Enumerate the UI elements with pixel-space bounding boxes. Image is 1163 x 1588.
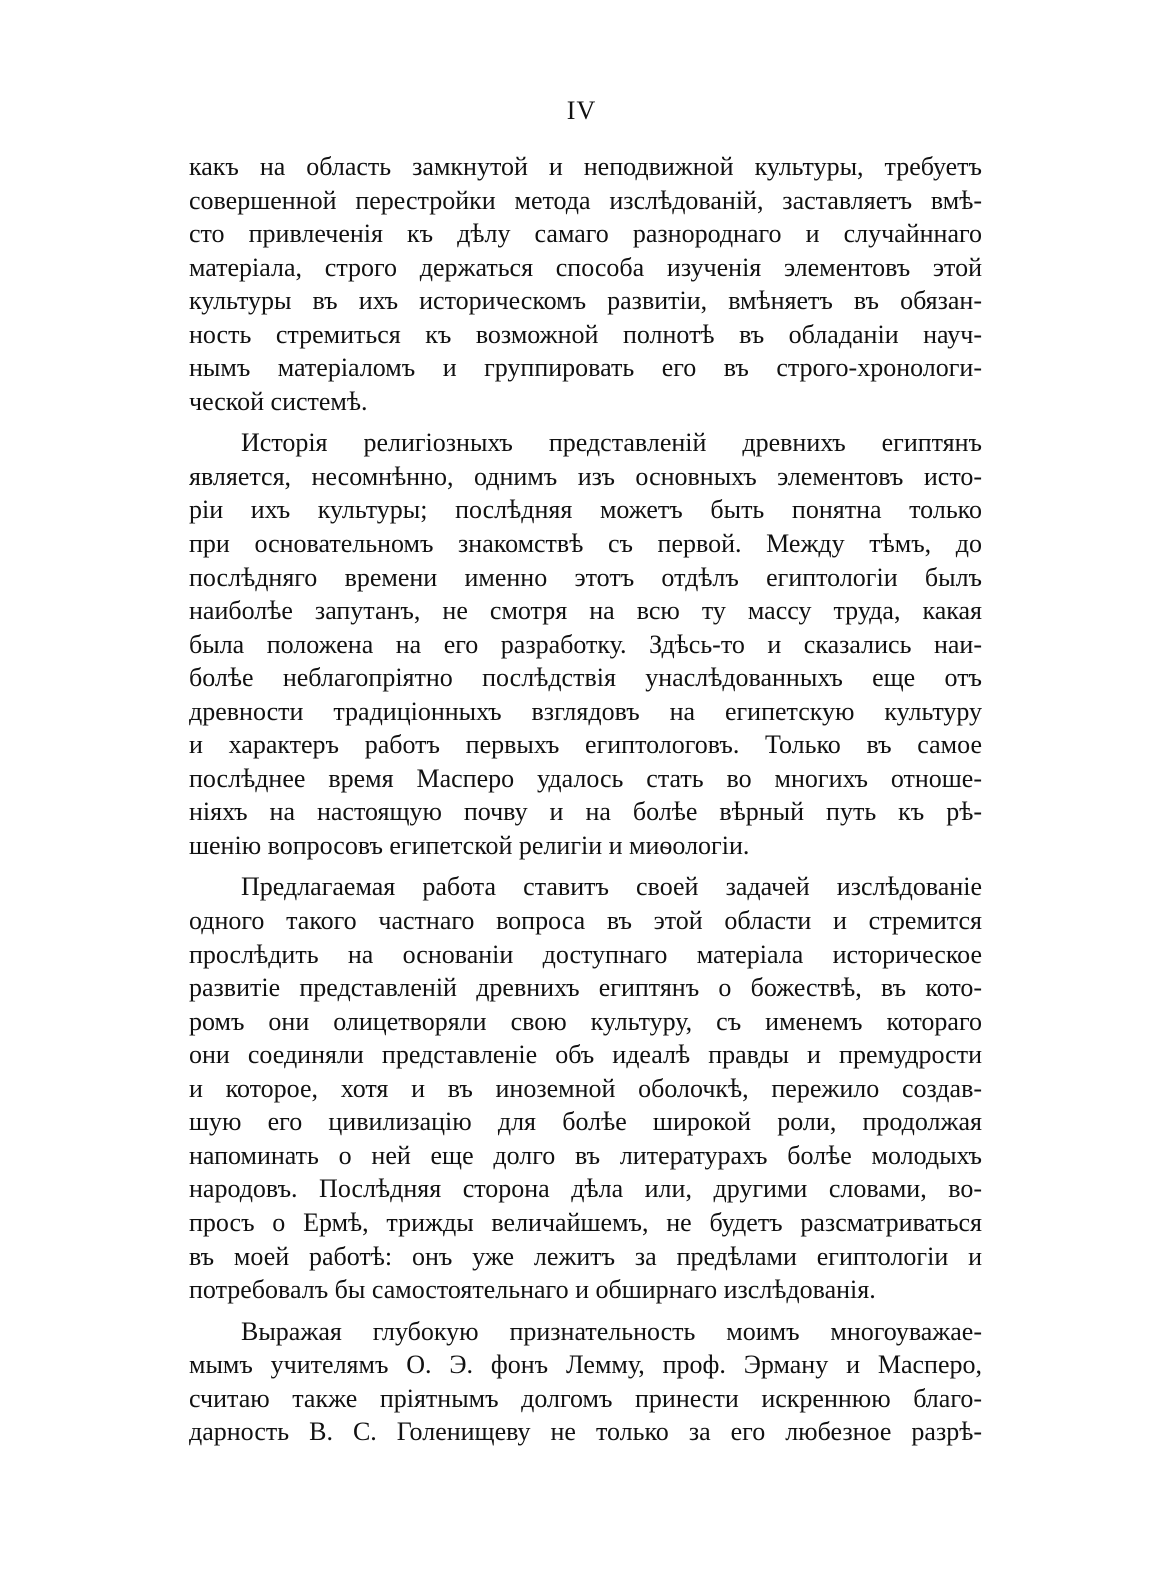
text-line: считаю также пріятнымъ долгомъ принести искреннюю благо-	[189, 1383, 982, 1413]
text-line: Предлагаемая работа ставитъ своей задачей изслѣдованіе	[241, 872, 982, 902]
text-line: ріи ихъ культуры; послѣдняя можетъ быть понятна только	[189, 495, 982, 525]
text-line: является, несомнѣнно, однимъ изъ основныхъ элементовъ исто-	[189, 461, 982, 491]
text-line: какъ на область замкнутой и неподвижной культуры, требуетъ	[189, 152, 982, 181]
text-line: наиболѣе запутанъ, не смотря на всю ту массу труда, какая	[189, 596, 982, 626]
text-line: культуры въ ихъ историческомъ развитіи, вмѣняетъ въ обязан-	[189, 286, 982, 316]
text-line: нымъ матеріаломъ и группировать его въ строго-хронологи-	[189, 353, 982, 383]
text-line: и характеръ работъ первыхъ египтологовъ. Только въ самое	[189, 730, 982, 760]
page-number: IV	[566, 96, 597, 125]
text-line: шенію вопросовъ египетской религіи и миѳологіи.	[189, 830, 750, 860]
text-line: ческой системѣ.	[189, 386, 368, 416]
text-line: въ моей работѣ: онъ уже лежитъ за предѣлами египтологіи и	[189, 1241, 982, 1271]
paragraph-4	[189, 1315, 982, 1449]
text-line: послѣднее время Масперо удалось стать во многихъ отноше-	[189, 763, 982, 793]
text-line: народовъ. Послѣдняя сторона дѣла или, другими словами, во-	[189, 1174, 982, 1204]
text-line: ромъ они олицетворяли свою культуру, съ именемъ котораго	[189, 1006, 982, 1036]
text-line: просъ о Ермѣ, трижды величайшемъ, не будетъ разсматриваться	[189, 1207, 982, 1237]
paragraph-1	[189, 150, 982, 418]
text-line: Выражая глубокую признательность моимъ многоуважае-	[241, 1316, 982, 1346]
text-line: совершенной перестройки метода изслѣдованій, заставляетъ вмѣ-	[189, 185, 982, 215]
text-line: ніяхъ на настоящую почву и на болѣе вѣрный путь къ рѣ-	[189, 797, 982, 827]
text-line: напоминать о ней еще долго въ литературахъ болѣе молодыхъ	[189, 1140, 982, 1170]
body-text	[189, 150, 982, 1449]
text-line: потребовалъ бы самостоятельнаго и обширнаго изслѣдованія.	[189, 1275, 876, 1305]
text-line: мымъ учителямъ О. Э. фонъ Лемму, проф. Эрману и Масперо,	[189, 1350, 982, 1380]
text-line: ность стремиться къ возможной полнотѣ въ обладаніи науч-	[189, 319, 982, 349]
text-line: матеріала, строго держаться способа изученія элементовъ этой	[189, 252, 982, 282]
text-line: Исторія религіозныхъ представленій древнихъ египтянъ	[241, 428, 982, 458]
text-line: послѣдняго времени именно этотъ отдѣлъ египтологіи былъ	[189, 562, 982, 592]
text-line: они соединяли представленіе объ идеалѣ правды и премудрости	[189, 1040, 982, 1070]
text-line: была положена на его разработку. Здѣсь-то и сказались наи-	[189, 629, 982, 659]
text-line: развитіе представленій древнихъ египтянъ о божествѣ, въ кото-	[189, 973, 982, 1003]
text-line: сто привлеченія къ дѣлу самаго разнороднаго и случайннаго	[189, 219, 982, 249]
text-line: одного такого частнаго вопроса въ этой области и стремится	[189, 906, 982, 936]
text-line: древности традиціонныхъ взглядовъ на египетскую культуру	[189, 696, 982, 726]
text-line: дарность В. С. Голенищеву не только за его любезное разрѣ-	[189, 1417, 982, 1447]
text-line: болѣе неблагопріятно послѣдствія унаслѣдованныхъ еще отъ	[189, 663, 982, 693]
text-line: прослѣдить на основаніи доступнаго матеріала историческое	[189, 939, 982, 969]
text-line: при основательномъ знакомствѣ съ первой. Между тѣмъ, до	[189, 529, 982, 559]
paragraph-3	[189, 870, 982, 1306]
paragraph-2	[189, 426, 982, 862]
text-line: и которое, хотя и въ иноземной оболочкѣ, пережило создав-	[189, 1073, 982, 1103]
text-line: шую его цивилизацію для болѣе широкой роли, продолжая	[189, 1107, 982, 1137]
